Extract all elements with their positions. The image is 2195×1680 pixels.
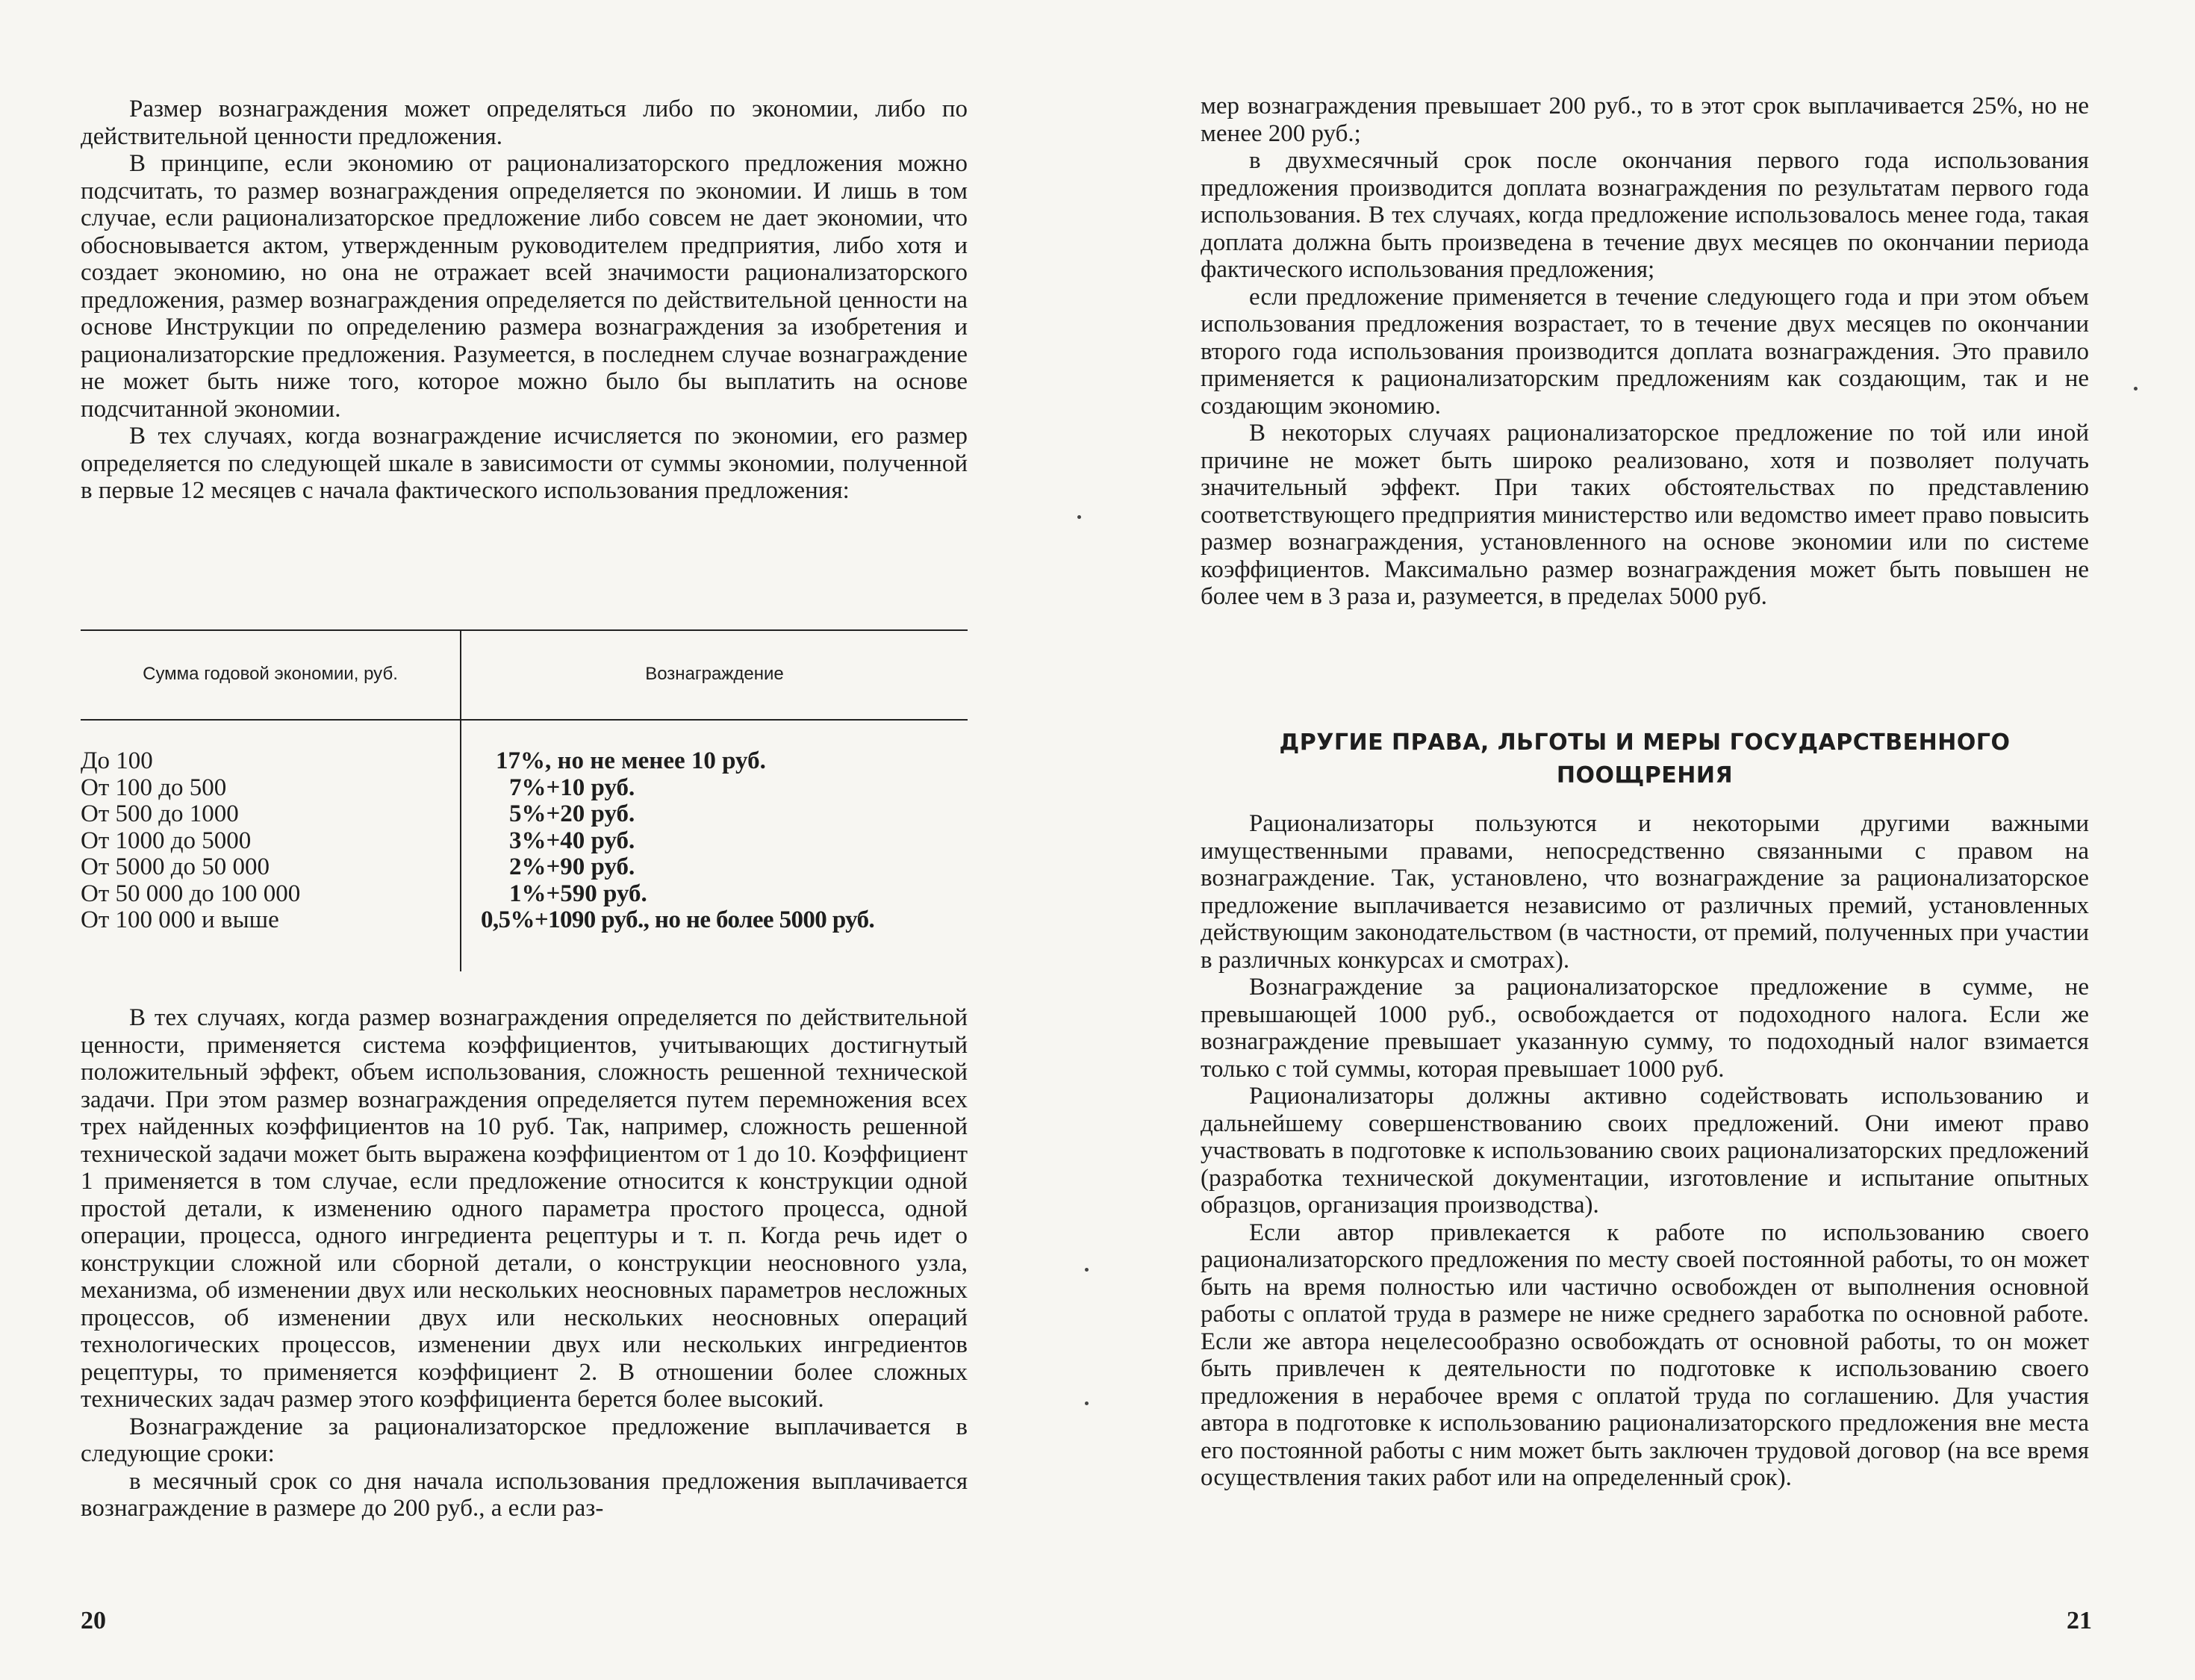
reward-cell: 7%+10 руб. xyxy=(509,774,635,801)
paragraph: мер вознаграждения превышает 200 руб., то в этот срок выплачивается 25%, но не менее 200 руб.; xyxy=(1201,93,2089,147)
right-page xyxy=(1098,0,2195,1680)
section-heading: ДРУГИЕ ПРАВА, ЛЬГОТЫ И МЕРЫ ГОСУДАРСТВЕННОГО ПООЩРЕНИЯ xyxy=(1279,729,2011,788)
paragraph: в двухмесячный срок после окончания первого года использования предложения производится доплата вознаграждения по результатам первого года использования. В тех случаях, когда предложение использовалось менее года, такая доплата должна быть произведена в течение двух месяцев по окончании периода фактического использования предложения; xyxy=(1201,147,2089,283)
table-header-savings: Сумма годовой экономии, руб. xyxy=(143,664,398,684)
scan-speck xyxy=(2134,387,2138,391)
reward-cell: 2%+90 руб. xyxy=(509,853,635,880)
table-top-rule xyxy=(81,629,968,631)
scan-speck xyxy=(1077,515,1081,519)
table-header-reward: Вознаграждение xyxy=(645,664,784,684)
paragraph: если предложение применяется в течение следующего года и при этом объем использования предложения возрастает, то в течение двух месяцев по окончании второго года использования производится доплата вознаграждения. Это правило применяется к рационализаторским предложениям как создающим, так и не создающим экономию. xyxy=(1201,283,2089,420)
savings-cell: От 1000 до 5000 xyxy=(81,827,252,854)
table-row xyxy=(81,880,968,907)
paragraph: Размер вознаграждения может определяться либо по экономии, либо по действительной ценности предложения. xyxy=(81,96,968,150)
savings-cell: От 50 000 до 100 000 xyxy=(81,880,301,907)
reward-cell: 3%+40 руб. xyxy=(509,827,635,854)
paragraph: В некоторых случаях рационализаторское предложение по той или иной причине не может быть широко реализовано, хотя и позволяет получать значительный эффект. При таких обстоятельствах по представлению соответствующего предприятия министерство или ведомство имеет право повысить размер вознаграждения, установленного на основе экономии или по системе коэффициентов. Максимально размер вознаграждения может быть повышен не более чем в 3 раза и, разумеется, в пределах 5000 руб. xyxy=(1201,420,2089,610)
page-number: 20 xyxy=(81,1607,106,1634)
savings-cell: От 5000 до 50 000 xyxy=(81,853,270,880)
reward-cell: 5%+20 руб. xyxy=(509,800,635,827)
table-body xyxy=(81,747,968,933)
reward-cell: 17%, но не менее 10 руб. xyxy=(496,747,766,774)
page-number: 21 xyxy=(2067,1607,2092,1634)
savings-cell: От 500 до 1000 xyxy=(81,800,239,827)
table-row xyxy=(81,800,968,827)
paragraph: в месячный срок со дня начала использования предложения выплачивается вознаграждение в размере до 200 руб., а если раз- xyxy=(81,1467,968,1522)
table-row xyxy=(81,906,968,933)
table-row xyxy=(81,827,968,854)
reward-cell: 0,5%+1090 руб., но не более 5000 руб. xyxy=(481,906,875,933)
savings-cell: До 100 xyxy=(81,747,153,774)
right-page-bottom-text xyxy=(1201,810,2089,1492)
left-page-top-text xyxy=(81,96,968,505)
paragraph: Рационализаторы должны активно содействовать использованию и дальнейшему совершенствованию своих предложений. Они имеют право участвовать в подготовке к использованию своих рационализаторских предложений (разработка технической документации, изготовление и испытание опытных образцов, организация производства). xyxy=(1201,1083,2089,1219)
paragraph: В тех случаях, когда размер вознаграждения определяется по действительной ценности, применяется система коэффициентов, учитывающих достигнутый положительный эффект, объем использования, сложность решенной технической задачи. При этом размер вознаграждения определяется путем перемножения всех трех найденных коэффициентов на 10 руб. Так, например, сложность решенной технической задачи может быть выражена коэффициентом от 1 до 10. Коэффициент 1 применяется в том случае, если предложение относится к конструкции одной простой детали, к изменению одного параметра простого процесса, одной операции, процесса, одного ингредиента рецептуры и т. п. Когда речь идет о конструкции сложной или сборной детали, о конструкции неосновного узла, механизма, об изменении двух или нескольких неосновных параметров несложных процессов, об изменении двух или нескольких неосновных операций технологических процессов, изменении двух или нескольких ингредиентов рецептуры, то применяется коэффициент 2. В отношении более сложных технических задач размер этого коэффициента берется более высокий. xyxy=(81,1004,968,1413)
left-page-bottom-text xyxy=(81,1004,968,1522)
table-row xyxy=(81,747,968,774)
table-row xyxy=(81,774,968,801)
savings-cell: От 100 до 500 xyxy=(81,774,227,801)
reward-scale-table xyxy=(81,629,968,971)
paragraph: Рационализаторы пользуются и некоторыми другими важными имущественными правами, непосредственно связанными с правом на вознаграждение. Так, установлено, что вознаграждение за рационализаторское предложение выплачивается независимо от различных премий, установленных действующим законодательством (в частности, от премий, полученных при участии в различных конкурсах и смотрах). xyxy=(1201,810,2089,974)
paragraph: Вознаграждение за рационализаторское предложение выплачивается в следующие сроки: xyxy=(81,1413,968,1467)
table-row xyxy=(81,853,968,880)
scan-speck xyxy=(1085,1401,1089,1405)
paragraph: Вознаграждение за рационализаторское предложение в сумме, не превышающей 1000 руб., освобождается от подоходного налога. Если же вознаграждение превышает указанную сумму, то подоходный налог взимается только с той суммы, которая превышает 1000 руб. xyxy=(1201,974,2089,1083)
right-page-top-text xyxy=(1201,93,2089,611)
scan-speck xyxy=(1085,1268,1089,1272)
savings-cell: От 100 000 и выше xyxy=(81,906,279,933)
paragraph: В принципе, если экономию от рационализаторского предложения можно подсчитать, то размер вознаграждения определяется по экономии. И лишь в том случае, если рационализаторское предложение либо совсем не дает экономии, что обосновывается актом, утвержденным руководителем предприятия, либо хотя и создает экономию, но она не отражает всей значимости рационализаторского предложения, размер вознаграждения определяется по действительной ценности на основе Инструкции по определению размера вознаграждения за изобретения и рационализаторские предложения. Разумеется, в последнем случае вознаграждение не может быть ниже того, которое можно было бы выплатить на основе подсчитанной экономии. xyxy=(81,150,968,423)
paragraph: В тех случаях, когда вознаграждение исчисляется по экономии, его размер определяется по следующей шкале в зависимости от суммы экономии, полученной в первые 12 месяцев с начала фактического использования предложения: xyxy=(81,423,968,504)
paragraph: Если автор привлекается к работе по использованию своего рационализаторского предложения по месту своей постоянной работы, то он может быть на время полностью или частично освобожден от выполнения основной работы с оплатой труда в размере не ниже среднего заработка по основной работе. Если же автора нецелесообразно освобождать от основной работы, то он может быть привлечен к деятельности по подготовке к использованию своего предложения в нерабочее время с оплатой труда по соглашению. Для участия автора в подготовке к использованию рационализаторского предложения вне места его постоянной работы с ним может быть заключен трудовой договор (на все время осуществления таких работ или на определенный срок). xyxy=(1201,1219,2089,1491)
table-header-rule xyxy=(81,719,968,721)
reward-cell: 1%+590 руб. xyxy=(509,880,647,907)
